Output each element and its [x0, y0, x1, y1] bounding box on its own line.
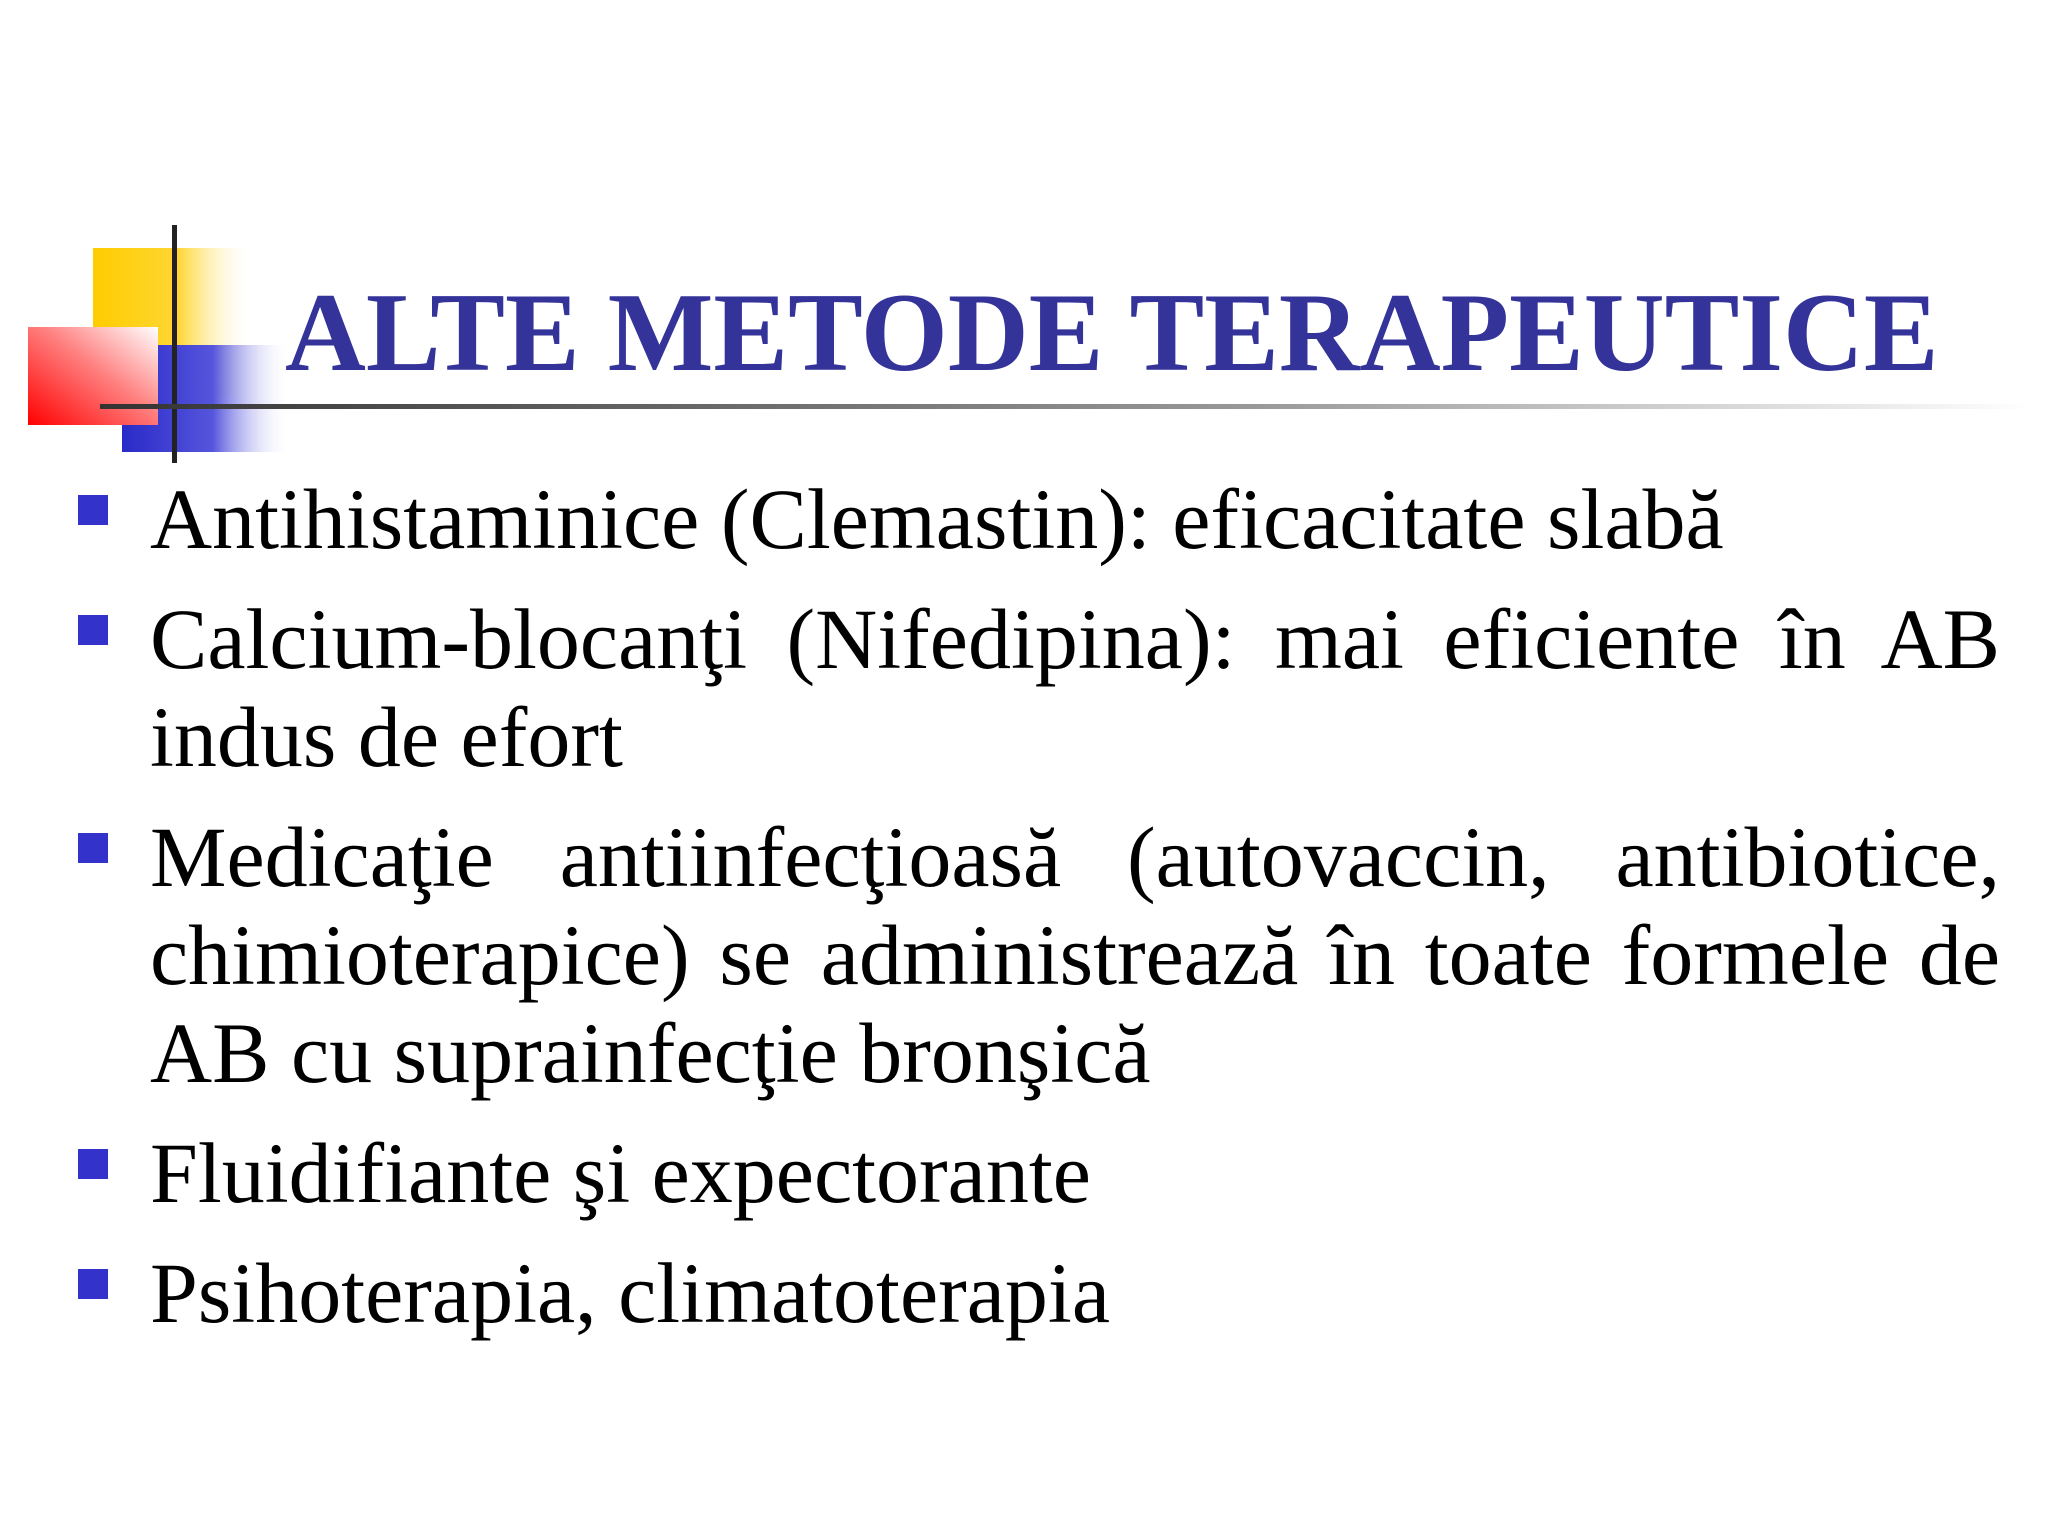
- bullet-list: [0, 470, 2048, 1364]
- square-bullet-icon: [78, 615, 108, 645]
- title-decoration: [0, 0, 2048, 500]
- square-bullet-icon: [78, 1149, 108, 1179]
- bullet-item: [150, 590, 2000, 786]
- square-bullet-icon: [78, 495, 108, 525]
- square-bullet-icon: [78, 1269, 108, 1299]
- bullet-item: [150, 1244, 2000, 1342]
- bullet-item: [150, 808, 2000, 1102]
- bullet-text: Psihoterapia, climatoterapia: [150, 1245, 1110, 1341]
- bullet-text: Medicaţie antiinfecţioasă (autovaccin, antibiotice, chimioterapice) se administrează în toate formele de AB cu suprainfecţie bronşică: [150, 809, 2000, 1101]
- vertical-line: [172, 225, 177, 463]
- bullet-text: Fluidifiante şi expectorante: [150, 1125, 1091, 1221]
- red-square-icon: [28, 327, 158, 425]
- bullet-text: Calcium-blocanţi (Nifedipina): mai eficiente în AB indus de efort: [150, 591, 2000, 785]
- bullet-item: [150, 470, 2000, 568]
- bullet-text: Antihistaminice (Clemastin): eficacitate slabă: [150, 471, 1724, 567]
- title-underline: [100, 404, 2030, 409]
- slide-title: ALTE METODE TERAPEUTICE: [285, 271, 1939, 395]
- square-bullet-icon: [78, 833, 108, 863]
- bullet-item: [150, 1124, 2000, 1222]
